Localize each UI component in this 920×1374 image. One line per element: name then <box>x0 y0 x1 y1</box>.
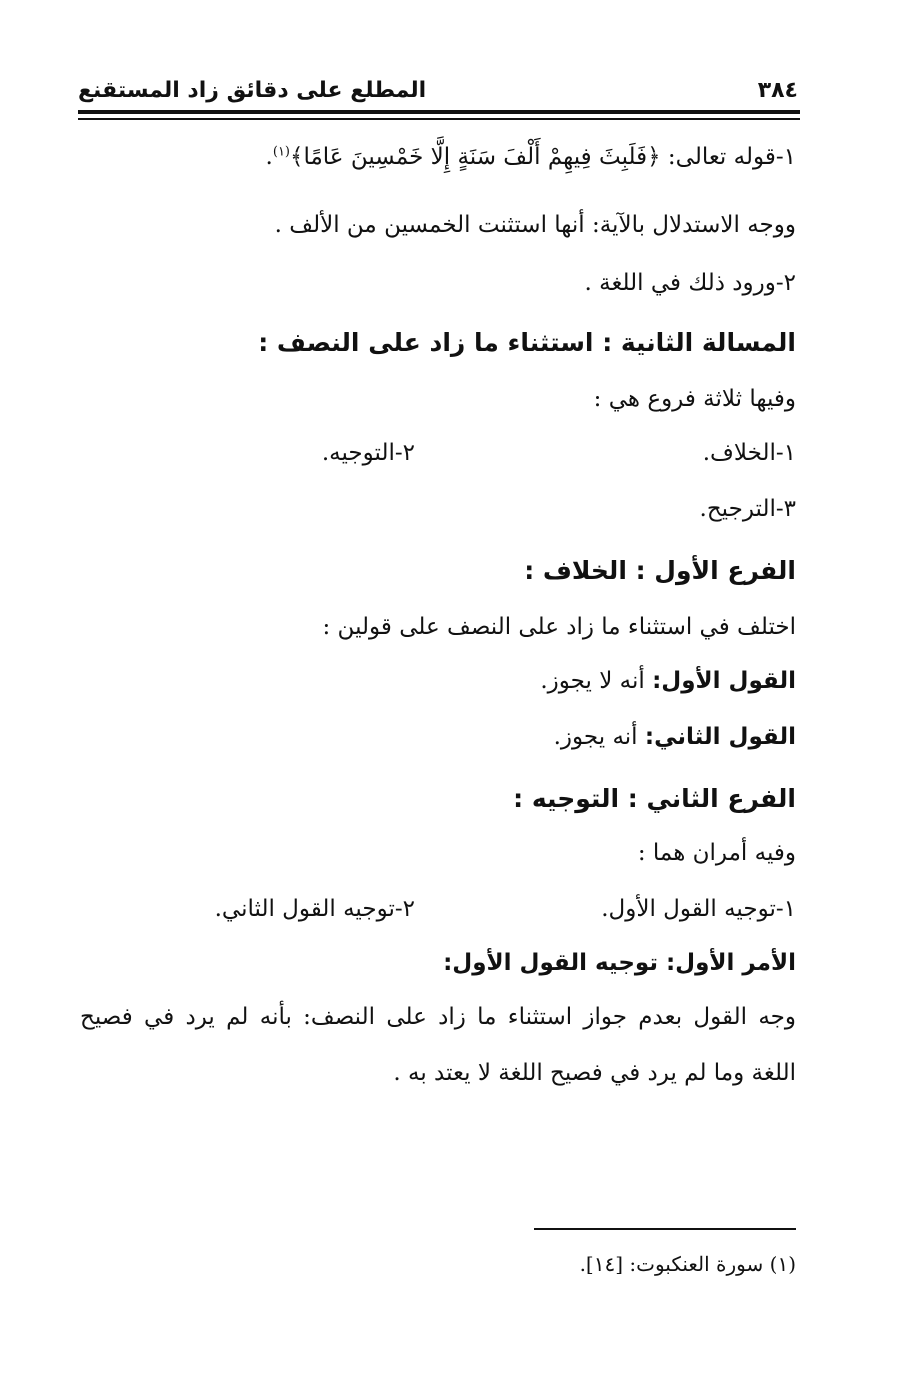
opinion-2-label: القول الثاني: <box>644 724 796 750</box>
matter-heading-1: الأمر الأول: توجيه القول الأول: <box>443 950 796 976</box>
quran-verse-line <box>266 144 796 172</box>
language-line: ٢-ورود ذلك في اللغة . <box>584 270 796 296</box>
paragraph-line-1: وجه القول بعدم جواز استثناء ما زاد على النصف: بأنه لم يرد في فصيح <box>80 1004 796 1030</box>
running-title: المطلع على دقائق زاد المستقنع <box>78 77 427 103</box>
branch-item-3: ٣-الترجيح. <box>699 496 796 522</box>
branch-heading-1: الفرع الأول : الخلاف : <box>524 556 796 585</box>
footnote-rule <box>534 1228 796 1230</box>
footnote: (١) سورة العنكبوت: [١٤]. <box>579 1252 796 1276</box>
branch-heading-2: الفرع الثاني : التوجيه : <box>513 784 796 813</box>
branch-item-2: ٢-التوجيه. <box>321 440 415 466</box>
footnote-marker: (١) <box>272 144 290 160</box>
header-rule-thin <box>78 118 800 120</box>
branch-item-1: ١-الخلاف. <box>702 440 796 466</box>
matter-item-1: ١-توجيه القول الأول. <box>601 896 796 922</box>
evidence-line: ووجه الاستدلال بالآية: أنها استثنت الخمسين من الألف . <box>274 212 796 238</box>
branches-intro: وفيها ثلاثة فروع هي : <box>593 386 796 412</box>
matter-item-2: ٢-توجيه القول الثاني. <box>214 896 415 922</box>
section-heading-2: المسالة الثانية : استثناء ما زاد على النصف : <box>258 328 796 357</box>
header-rule-thick <box>78 110 800 114</box>
opinion-1-text: أنه لا يجوز. <box>540 668 653 694</box>
opinion-2-text: أنه يجوز. <box>553 724 645 750</box>
opinion-1-line <box>540 668 796 696</box>
matters-intro: وفيه أمران هما : <box>637 840 796 866</box>
opinion-2-line <box>554 724 796 752</box>
paragraph-line-2: اللغة وما لم يرد في فصيح اللغة لا يعتد به . <box>393 1060 796 1086</box>
opinion-1-label: القول الأول: <box>652 668 796 694</box>
verse-end: . <box>265 144 273 170</box>
page-number: ٣٨٤ <box>757 77 798 103</box>
verse-text: ١-قوله تعالى: ﴿فَلَبِثَ فِيهِمْ أَلْفَ سَنَةٍ إِلَّا خَمْسِينَ عَامًا﴾ <box>290 144 796 170</box>
dispute-line: اختلف في استثناء ما زاد على النصف على قولين : <box>322 614 796 640</box>
page-header <box>78 70 798 110</box>
